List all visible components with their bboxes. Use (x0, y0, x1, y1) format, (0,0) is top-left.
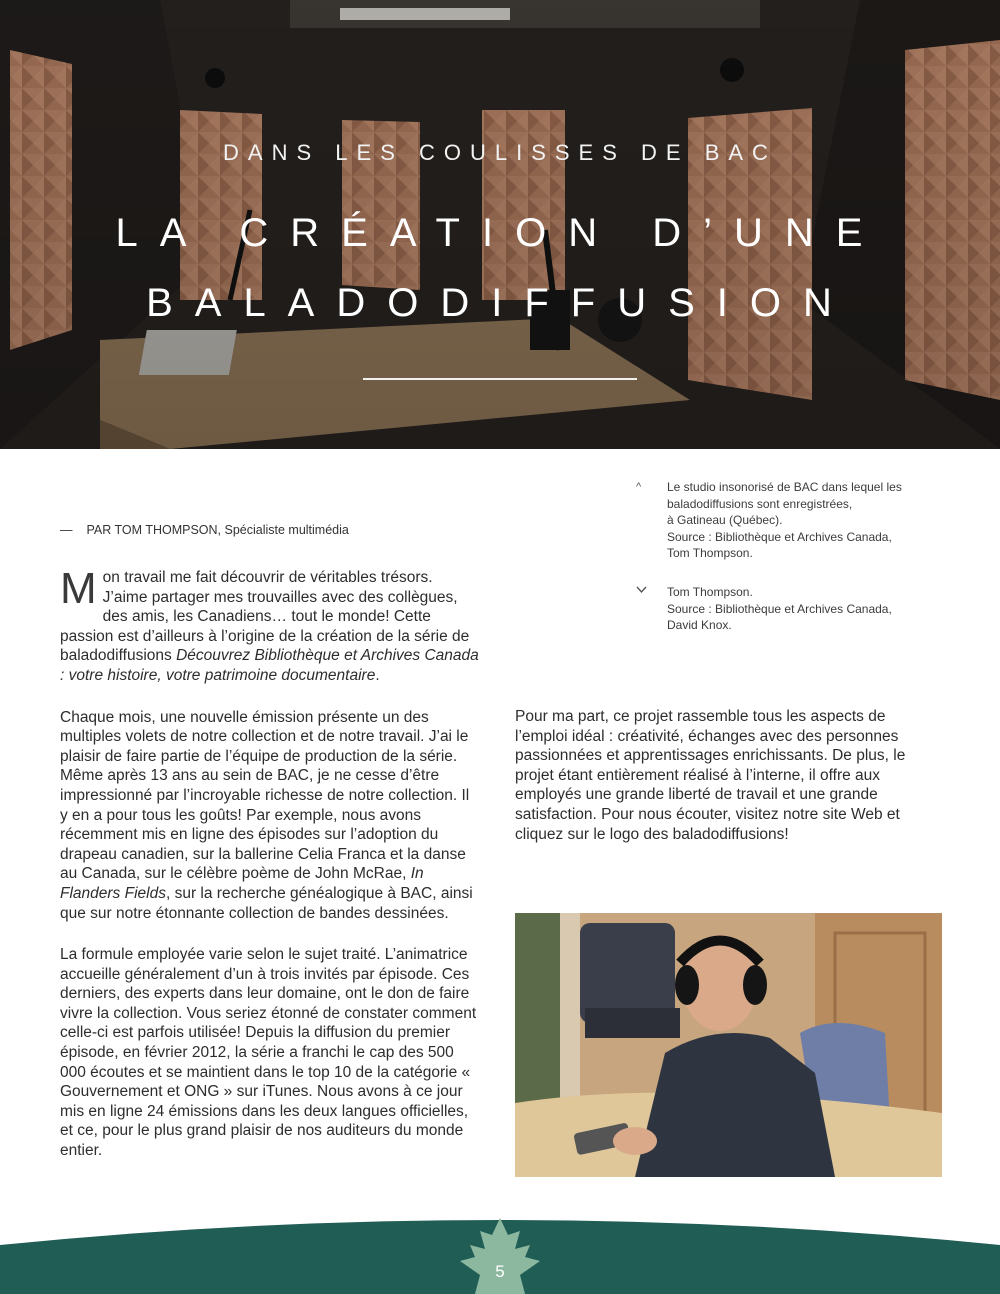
byline-dash: — (60, 523, 73, 537)
caption-line: baladodiffusions sont enregistrées, (667, 496, 853, 511)
paragraph-text: on travail me fait découvrir de véritables trésors. J’aime partager mes trouvailles avec des collègues, des amis, les Canadiens… tout le monde! Cette passion est d’ailleurs à l’origine de la création de la série de baladodiffusions (60, 569, 470, 665)
byline (60, 523, 349, 537)
title-line-1: LA CRÉATION D’UNE (115, 211, 885, 255)
caption-line: Source : Bibliothèque et Archives Canada, (667, 529, 892, 544)
paragraph-3: La formule employée varie selon le sujet traité. L’animatrice accueille généralement d’un à trois invités par épisode. Ces derniers, des experts dans leur domaine, ont le don de faire vivre la collection. Vous seriez étonné de constater comment celle-ci est parfois utilisée! Depuis la diffusion du premier épisode, en février 2012, la série a franchi le cap des 500 000 écoutes et se maintient dans le top 10 de la catégorie « Gouvernement et ONG » sur iTunes. Nous avons à ce jour mis en ligne 24 émissions dans les deux langues officielles, et ce, pour le plus grand plaisir de nos auditeurs du monde entier. (60, 946, 477, 1160)
paragraph-intro (60, 564, 480, 686)
caption-line: Tom Thompson. (667, 546, 753, 560)
studio-photo-caption (636, 479, 927, 562)
caption-line: à Gatineau (Québec). (667, 513, 783, 527)
byline-role: , Spécialiste multimédia (217, 523, 349, 537)
paragraph-text: Chaque mois, une nouvelle émission présente un des multiples volets de notre collection et de notre travail. J’ai le plaisir de faire partie de l’équipe de production de la série. Même après 13 ans au sein de BAC, je ne cesse d’être impressionné par l’incroyable richesse de notre collection. Il y en a pour tous les goûts! Par exemple, nous avons récemment mis en ligne des épisodes sur l’adoption du drapeau canadien, sur la ballerine Celia Franca et la danse au Canada, sur le célèbre poème de John McRae, (60, 708, 470, 883)
page-number: 5 (495, 1262, 505, 1281)
poem-title: In Flanders Fields (60, 865, 424, 902)
paragraph-text: , sur la recherche généalogique à BAC, ainsi que sur notre étonnante collection de bandes dessinées. (60, 884, 473, 922)
title-divider (363, 378, 637, 380)
paragraph-text: . (375, 666, 380, 684)
caption-line: Le studio insonorisé de BAC dans lequel les (667, 480, 902, 494)
drop-cap: M (60, 564, 97, 613)
caret-down-icon (636, 584, 647, 601)
tom-thompson-photo (515, 913, 942, 1177)
podcast-series-title: Découvrez Bibliothèque et Archives Canada : votre histoire, votre patrimoine documentaire (60, 647, 479, 684)
caption-line: David Knox. (667, 618, 732, 632)
section-kicker: DANS LES COULISSES DE BAC (223, 140, 777, 165)
caret-up-icon: ^ (636, 481, 642, 493)
paragraph-2 (60, 708, 480, 924)
caption-line: Source : Bibliothèque et Archives Canada, (667, 601, 892, 616)
title-line-2: BALADODIFFUSION (146, 281, 854, 325)
paragraph-4: Pour ma part, ce projet rassemble tous les aspects de l’emploi idéal : créativité, échanges avec des personnes passionnées et apprentissages enrichissants. De plus, le projet étant entièrement réalisé à l’interne, il offre aux employés une grande liberté de travail et une grande satisfaction. Pour nous écouter, visitez notre site Web et cliquez sur le logo des baladodiffusions! (515, 708, 906, 843)
caption-line: Tom Thompson. (667, 585, 753, 599)
hero-photo (0, 0, 1000, 449)
byline-author: PAR TOM THOMPSON (86, 523, 218, 537)
article-title (0, 198, 1000, 338)
portrait-photo-caption (636, 584, 927, 634)
article-column-left (60, 564, 480, 1183)
article-column-right (515, 707, 940, 866)
